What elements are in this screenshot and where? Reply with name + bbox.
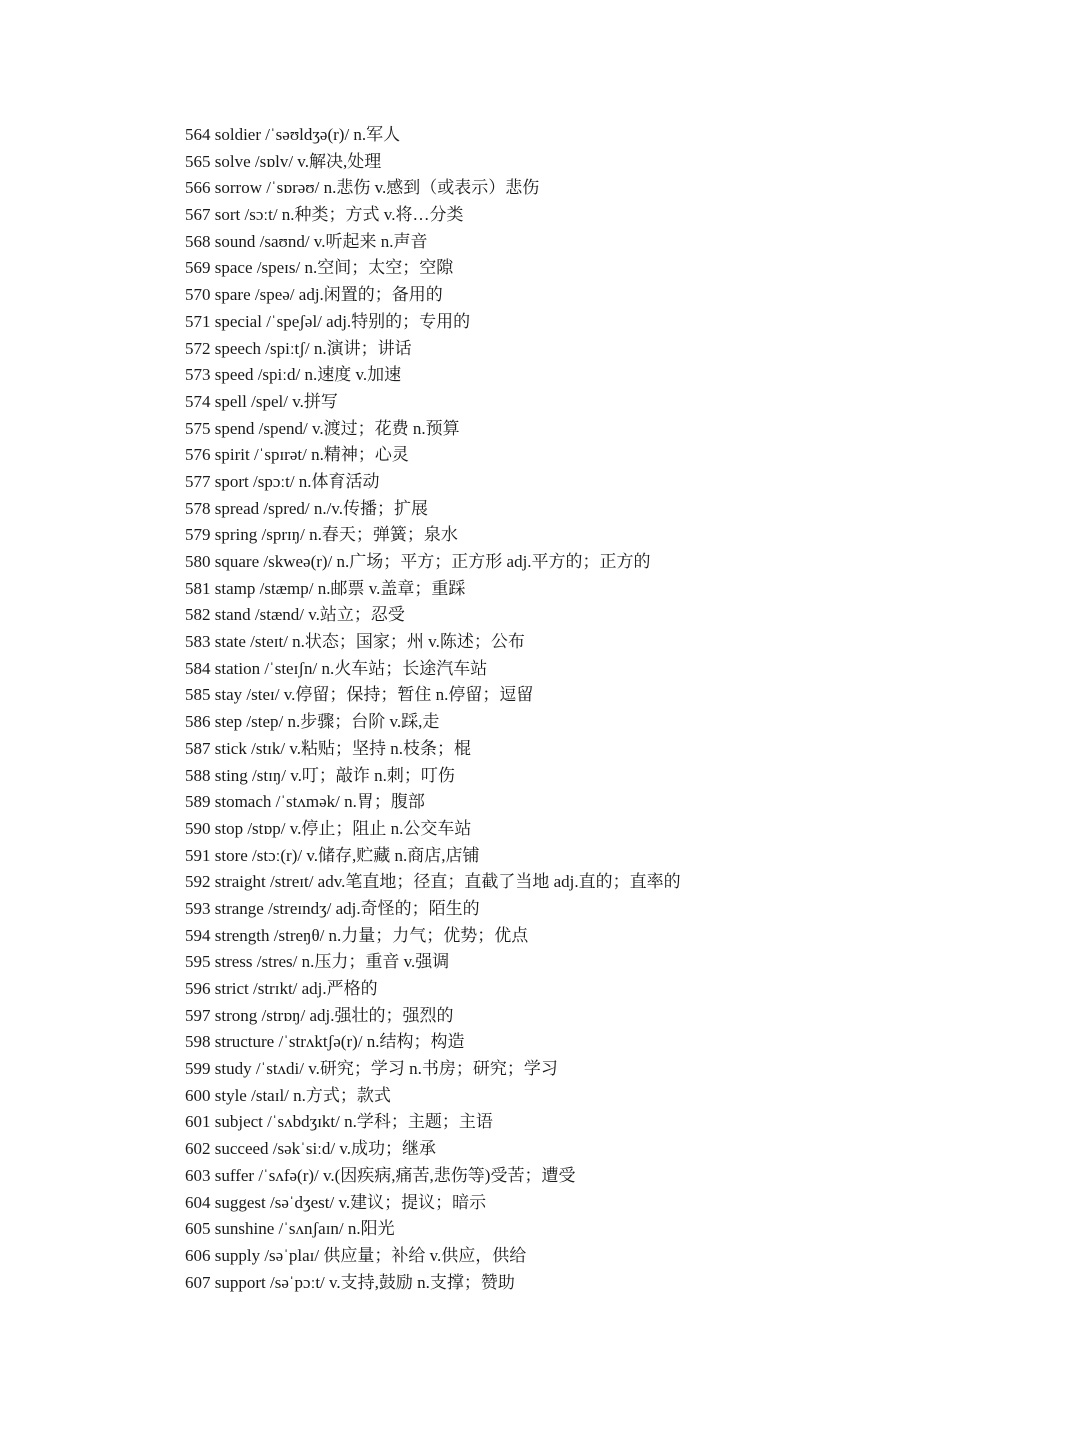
vocab-entry: 594 strength /streŋθ/ n.力量；力气；优势；优点	[185, 925, 529, 945]
vocab-entry: 567 sort /sɔːt/ n.种类；方式 v.将…分类	[185, 205, 464, 225]
vocabulary-list	[185, 122, 1045, 1296]
vocab-entry: 596 strict /strɪkt/ adj.严格的	[185, 979, 378, 998]
vocab-entry: 580 square /skweə(r)/ n.广场；平方；正方形 adj.平方的；正方的	[185, 552, 651, 571]
vocab-entry: 576 spirit /ˈspɪrət/ n.精神；心灵	[185, 445, 409, 465]
vocab-entry: 568 sound /saʊnd/ v.听起来 n.声音	[185, 231, 428, 251]
vocab-entry: 566 sorrow /ˈsɒrəʊ/ n.悲伤 v.感到（或表示）悲伤	[185, 178, 540, 198]
vocab-entry: 573 speed /spiːd/ n.速度 v.加速	[185, 365, 402, 385]
vocab-entry: 606 supply /səˈplaɪ/ 供应量；补给 v.供应，供给	[185, 1245, 527, 1265]
vocab-entry: 574 spell /spel/ v.拼写	[185, 391, 338, 411]
vocab-entry: 585 stay /steɪ/ v.停留；保持；暂住 n.停留；逗留	[185, 685, 534, 705]
vocab-entry: 603 suffer /ˈsʌfə(r)/ v.(因疾病,痛苦,悲伤等)受苦；遭受	[185, 1165, 576, 1185]
vocab-entry: 598 structure /ˈstrʌktʃə(r)/ n.结构；构造	[185, 1032, 465, 1052]
vocab-entry: 590 stop /stɒp/ v.停止；阻止 n.公交车站	[185, 818, 472, 838]
vocab-entry: 583 state /steɪt/ n.状态；国家；州 v.陈述；公布	[185, 632, 525, 652]
vocab-entry: 581 stamp /stæmp/ n.邮票 v.盖章；重踩	[185, 578, 466, 598]
vocab-entry: 605 sunshine /ˈsʌnʃaɪn/ n.阳光	[185, 1219, 395, 1239]
vocab-entry: 572 speech /spiːtʃ/ n.演讲；讲话	[185, 338, 412, 358]
vocab-entry: 597 strong /strɒŋ/ adj.强壮的；强烈的	[185, 1005, 454, 1025]
vocab-entry: 578 spread /spred/ n./v.传播；扩展	[185, 498, 429, 518]
vocab-entry: 595 stress /stres/ n.压力；重音 v.强调	[185, 952, 450, 972]
vocab-entry: 591 store /stɔː(r)/ v.储存,贮藏 n.商店,店铺	[185, 845, 480, 865]
vocab-entry: 593 strange /streɪndʒ/ adj.奇怪的；陌生的	[185, 898, 480, 918]
vocab-entry: 602 succeed /səkˈsiːd/ v.成功；继承	[185, 1139, 437, 1159]
vocab-entry: 577 sport /spɔːt/ n.体育活动	[185, 471, 380, 491]
vocab-entry: 586 step /step/ n.步骤；台阶 v.踩,走	[185, 712, 440, 732]
vocab-entry: 569 space /speɪs/ n.空间；太空；空隙	[185, 258, 454, 278]
vocab-entry: 587 stick /stɪk/ v.粘贴；坚持 n.枝条；棍	[185, 738, 472, 758]
vocab-entry: 570 spare /speə/ adj.闲置的；备用的	[185, 285, 443, 305]
vocab-entry: 600 style /staɪl/ n.方式；款式	[185, 1085, 391, 1105]
vocab-entry: 607 support /səˈpɔːt/ v.支持,鼓励 n.支撑；赞助	[185, 1272, 515, 1292]
vocab-entry: 582 stand /stænd/ v.站立；忍受	[185, 605, 405, 625]
vocab-entry: 601 subject /ˈsʌbdʒɪkt/ n.学科；主题；主语	[185, 1112, 493, 1132]
vocab-entry: 604 suggest /səˈdʒest/ v.建议；提议；暗示	[185, 1192, 487, 1212]
vocab-entry: 571 special /ˈspeʃəl/ adj.特别的；专用的	[185, 311, 471, 331]
vocab-entry: 599 study /ˈstʌdi/ v.研究；学习 n.书房；研究；学习	[185, 1059, 558, 1079]
vocab-entry: 589 stomach /ˈstʌmək/ n.胃；腹部	[185, 792, 425, 812]
vocab-entry: 575 spend /spend/ v.渡过；花费 n.预算	[185, 418, 460, 438]
vocab-entry: 588 sting /stɪŋ/ v.叮；敲诈 n.刺；叮伤	[185, 765, 455, 785]
vocab-entry: 584 station /ˈsteɪʃn/ n.火车站；长途汽车站	[185, 658, 488, 678]
vocab-entry: 579 spring /sprɪŋ/ n.春天；弹簧；泉水	[185, 525, 458, 545]
vocab-entry: 592 straight /streɪt/ adv.笔直地；径直；直截了当地 adj.直的；直率的	[185, 872, 681, 892]
vocab-entry: 565 solve /sɒlv/ v.解决,处理	[185, 151, 382, 171]
vocab-entry: 564 soldier /ˈsəʊldʒə(r)/ n.军人	[185, 125, 401, 144]
